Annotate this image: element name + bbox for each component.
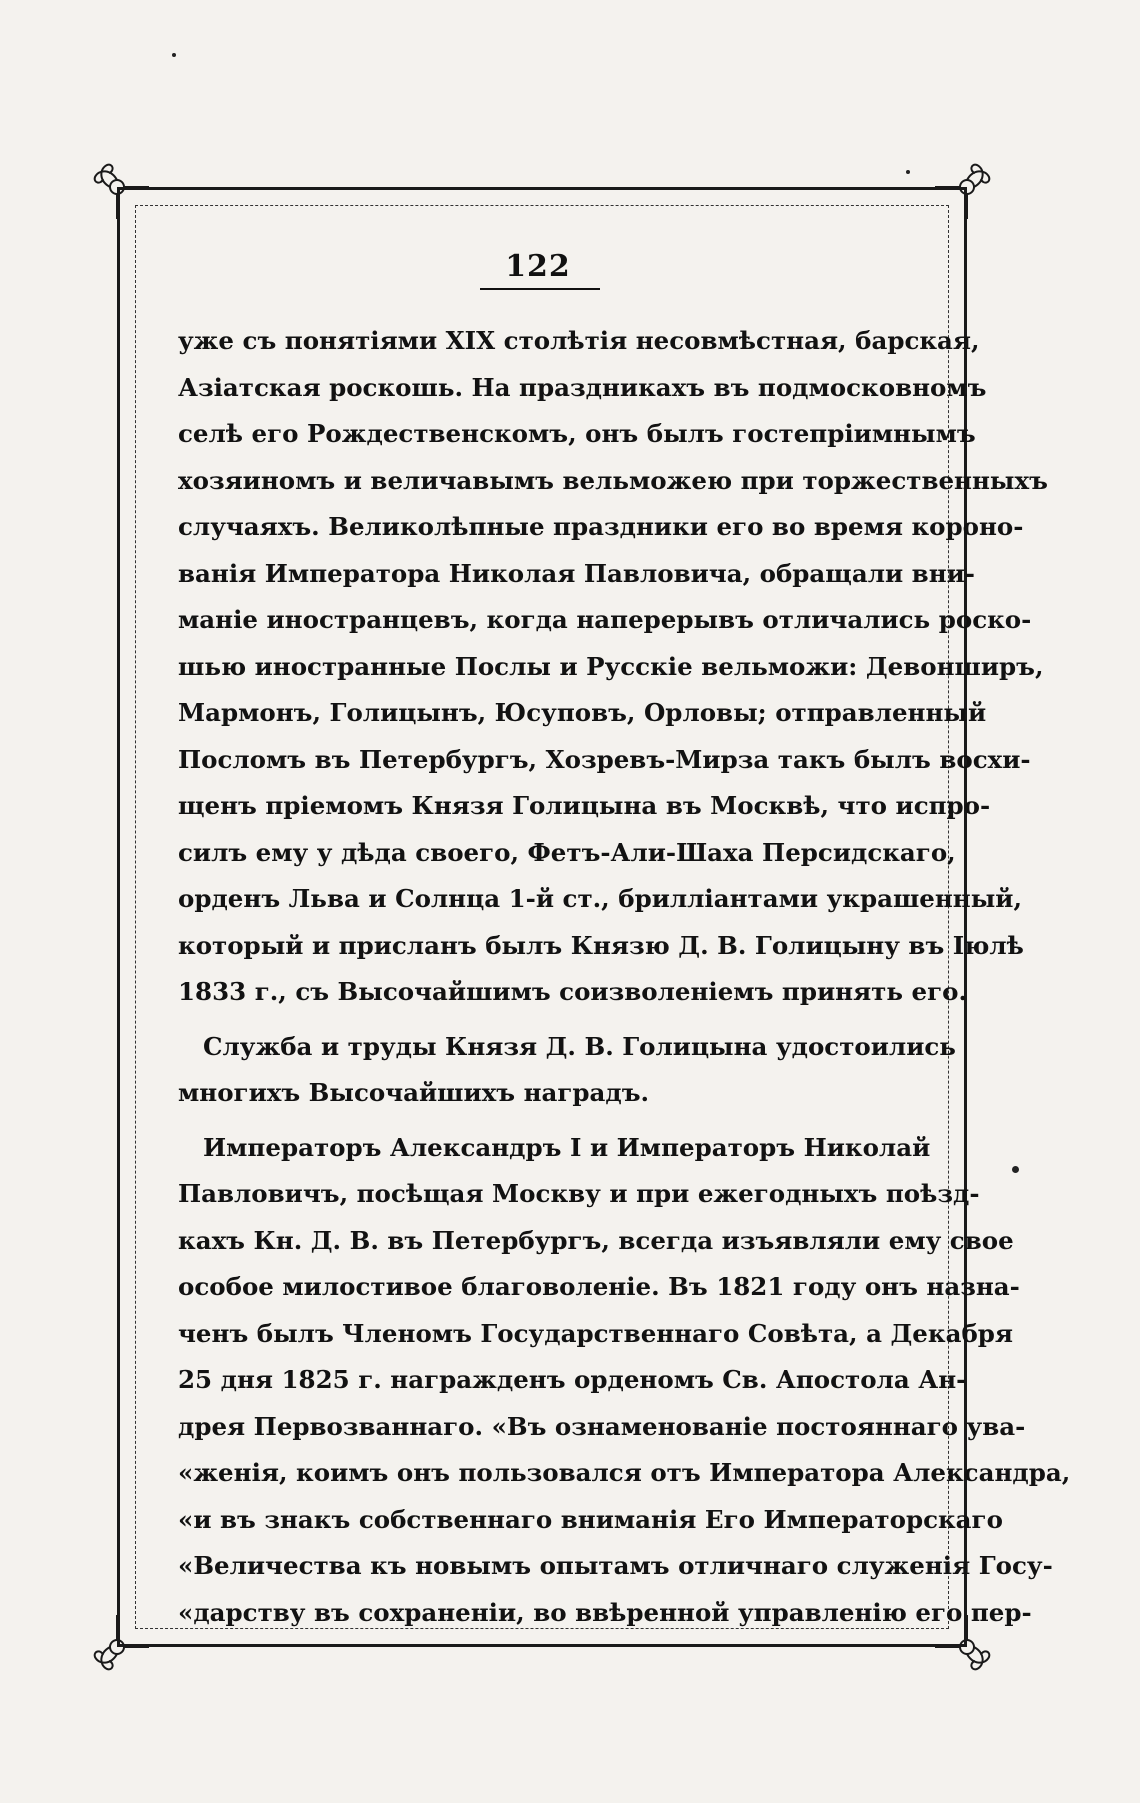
- text-line: Азіатская роскошь. На праздникахъ въ подмосковномъ: [178, 372, 987, 402]
- text-line: 1833 г., съ Высочайшимъ соизволеніемъ принять его.: [178, 977, 967, 1006]
- text-line: дрея Первозваннаго. «Въ ознаменованіе постояннаго ува-: [178, 1411, 1026, 1441]
- body-text: [178, 318, 1071, 1636]
- text-line: 25 дня 1825 г. награжденъ орденомъ Св. Апостола Ан-: [178, 1365, 967, 1394]
- text-line: Императоръ Александръ I и Императоръ Николай: [203, 1132, 931, 1162]
- text-line: хозяиномъ и величавымъ вельможею при торжественныхъ: [178, 465, 1048, 495]
- text-line: Служба и труды Князя Д. В. Голицына удостоились: [203, 1031, 956, 1061]
- text-line: уже съ понятіями XIX столѣтія несовмѣстная, барская,: [178, 326, 980, 355]
- text-line: «дарству въ сохраненіи, во ввѣренной управленію его пер-: [178, 1597, 1032, 1627]
- text-line: который и присланъ былъ Князю Д. В. Голицыну въ Іюлѣ: [178, 930, 1024, 960]
- corner-ornament-bottom-left-icon: [85, 1615, 149, 1679]
- ink-speck: [906, 170, 910, 174]
- corner-ornament-top-right-icon: [935, 155, 999, 219]
- text-line: Посломъ въ Петербургъ, Хозревъ-Мирза такъ былъ восхи-: [178, 744, 1031, 774]
- text-line: «женія, коимъ онъ пользовался отъ Императора Александра,: [178, 1458, 1071, 1487]
- text-line: ванія Императора Николая Павловича, обращали вни-: [178, 558, 975, 588]
- text-line: силъ ему у дѣда своего, Фетъ-Али-Шаха Персидскаго,: [178, 837, 956, 867]
- page-number: 122: [505, 249, 571, 284]
- page-number-rule: [480, 288, 600, 290]
- text-line: маніе иностранцевъ, когда наперерывъ отличались роско-: [178, 605, 1032, 634]
- text-line: шью иностранные Послы и Русскіе вельможи: Девонширъ,: [178, 651, 1044, 681]
- text-line: многихъ Высочайшихъ наградъ.: [178, 1078, 650, 1107]
- text-line: орденъ Льва и Солнца 1-й ст., бриллiантами украшенный,: [178, 884, 1022, 913]
- text-line: случаяхъ. Великолѣпные праздники его во время короно-: [178, 512, 1024, 541]
- text-line: Павловичъ, посѣщая Москву и при ежегодныхъ поѣзд-: [178, 1179, 980, 1208]
- text-line: Мармонъ, Голицынъ, Юсуповъ, Орловы; отправленный: [178, 698, 987, 727]
- text-line: кахъ Кн. Д. В. въ Петербургъ, всегда изъявляли ему свое: [178, 1225, 1014, 1255]
- text-line: «Величества къ новымъ опытамъ отличнаго служенія Госу-: [178, 1551, 1053, 1580]
- ink-speck: [172, 53, 176, 57]
- ink-speck: [1012, 1166, 1019, 1173]
- corner-ornament-top-left-icon: [85, 155, 149, 219]
- text-line: ченъ былъ Членомъ Государственнаго Совѣта, а Декабря: [178, 1318, 1014, 1348]
- text-line: щенъ пріемомъ Князя Голицына въ Москвѣ, что испро-: [178, 791, 991, 820]
- text-line: «и въ знакъ собственнаго вниманія Его Императорскаго: [178, 1504, 1003, 1534]
- text-line: особое милостивое благоволеніе. Въ 1821 году онъ назна-: [178, 1272, 1020, 1301]
- text-line: селѣ его Рождественскомъ, онъ былъ гостепріимнымъ: [178, 419, 976, 448]
